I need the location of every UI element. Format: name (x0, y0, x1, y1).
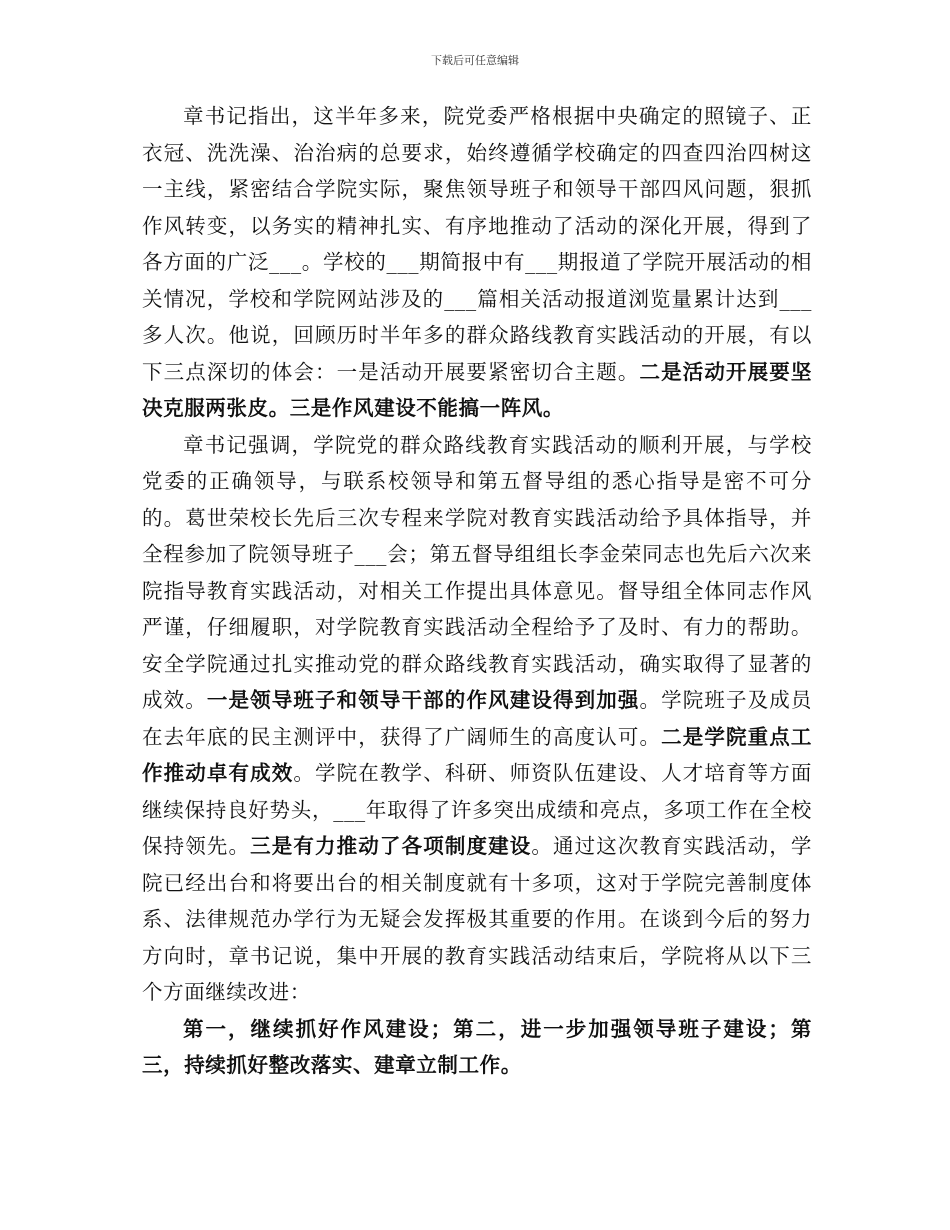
paragraph-1-text: 章书记指出，这半年多来，院党委严格根据中央确定的照镜子、正衣冠、洗洗澡、治治病的总要求，始终遵循学校确定的四查四治四树这一主线，紧密结合学院实际，聚焦领导班子和领导干部四风问题，狠抓作风转变，以务实的精神扎实、有序地推动了活动的深化开展，得到了各方面的广泛___。学校的___期简报中有___期报道了学院开展活动的相关情况，学校和学院网站涉及的___篇相关活动报道浏览量累计达到___多人次。他说，回顾历时半年多的群众路线教育实践活动的开展，有以下三点深切的体会：一是活动开展要紧密切合主题。 (142, 104, 812, 384)
paragraph-2-text: 。学院班子及成员在去年底的民主测评中，获得了广阔师生的高度认可。 (142, 688, 812, 749)
paragraph-2-point-two: 二是学院重点工作推动卓有成效 (142, 724, 813, 785)
paragraph-3-text: 第一，继续抓好作风建设；第二，进一步加强领导班子建设；第三，持续抓好整改落实、建章立制工作。 (142, 1016, 812, 1077)
paragraph-2-text: 章书记强调，学院党的群众路线教育实践活动的顺利开展，与学校党委的正确领导，与联系校领导和第五督导组的悉心指导是密不可分的。葛世荣校长先后三次专程来学院对教育实践活动给予具体指导，并全程参加了院领导班子___会；第五督导组组长李金荣同志也先后六次来院指导教育实践活动，对相关工作提出具体意见。督导组全体同志作风严谨，仔细履职，对学院教育实践活动全程给予了及时、有力的帮助。安全学院通过扎实推动党的群众路线教育实践活动，确实取得了显著的成效。 (142, 432, 812, 712)
paragraph-1-bold-text: 二是活动开展要坚决克服两张皮。三是作风建设不能搞一阵风。 (142, 359, 812, 420)
page-header: 下载后可任意编辑 (431, 54, 519, 67)
paragraph-2-point-three: 三是有力推动了各项制度建设 (250, 834, 532, 858)
paragraph-1 (142, 98, 812, 427)
paragraph-2-point-one: 一是领导班子和领导干部的作风建设得到加强 (206, 688, 640, 712)
document-body (142, 98, 812, 1084)
paragraph-3 (142, 1011, 812, 1084)
paragraph-2-text: 。通过这次教育实践活动，学院已经出台和将要出台的相关制度就有十多项，这对于学院完善制度体系、法律规范办学行为无疑会发挥极其重要的作用。在谈到今后的努力方向时，章书记说，集中开展的教育实践活动结束后，学院将从以下三个方面继续改进： (142, 834, 812, 1004)
paragraph-2 (142, 427, 812, 1011)
paragraph-2-text: 。学院在教学、科研、师资队伍建设、人才培育等方面继续保持良好势头，___年取得了许多突出成绩和亮点，多项工作在全校保持领先。 (142, 761, 813, 858)
